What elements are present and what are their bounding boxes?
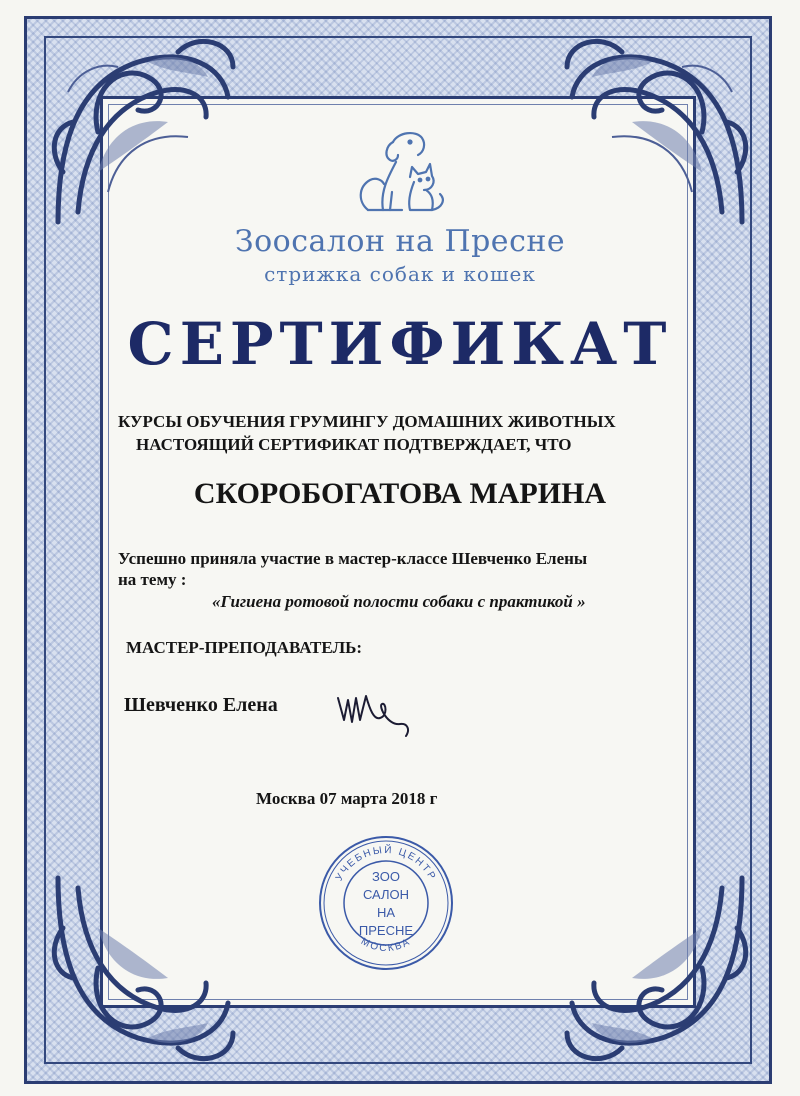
brand-subtitle: стрижка собак и кошек (264, 262, 536, 286)
stamp-ring-bottom: МОСКВА (358, 936, 414, 955)
participation-line: Успешно приняла участие в мастер-классе Шевченко Елены (118, 549, 588, 568)
stamp-line-4: ПРЕСНЕ (358, 923, 414, 938)
date-line: Москва 07 марта 2018 г (256, 789, 438, 808)
svg-text:МОСКВА (359, 936, 413, 954)
teacher-name: Шевченко Елена (124, 694, 278, 716)
confirm-line: НАСТОЯЩИЙ СЕРТИФИКАТ ПОДТВЕРЖДАЕТ, ЧТО (136, 435, 572, 454)
topic-title: «Гигиена ротовой полости собаки с практикой » (212, 592, 586, 611)
stamp-line-1: ЗОО (372, 869, 400, 884)
course-line: КУРСЫ ОБУЧЕНИЯ ГРУМИНГУ ДОМАШНИХ ЖИВОТНЫХ (118, 412, 616, 431)
master-label: МАСТЕР-ПРЕПОДАВАТЕЛЬ: (126, 638, 363, 657)
round-stamp (316, 833, 456, 973)
certificate-title: СЕРТИФИКАТ (127, 310, 673, 378)
brand-title: Зоосалон на Пресне (234, 224, 566, 259)
stamp-ring-top: УЧЕБНЫЙ ЦЕНТР (333, 844, 439, 883)
recipient-name: СКОРОБОГАТОВА МАРИНА (193, 477, 607, 510)
topic-prefix: на тему : (118, 570, 187, 589)
stamp-line-2: САЛОН (362, 887, 410, 902)
signature (330, 680, 420, 740)
stamp-line-3: НА (376, 905, 396, 920)
dog-and-cat-icon (338, 122, 458, 222)
